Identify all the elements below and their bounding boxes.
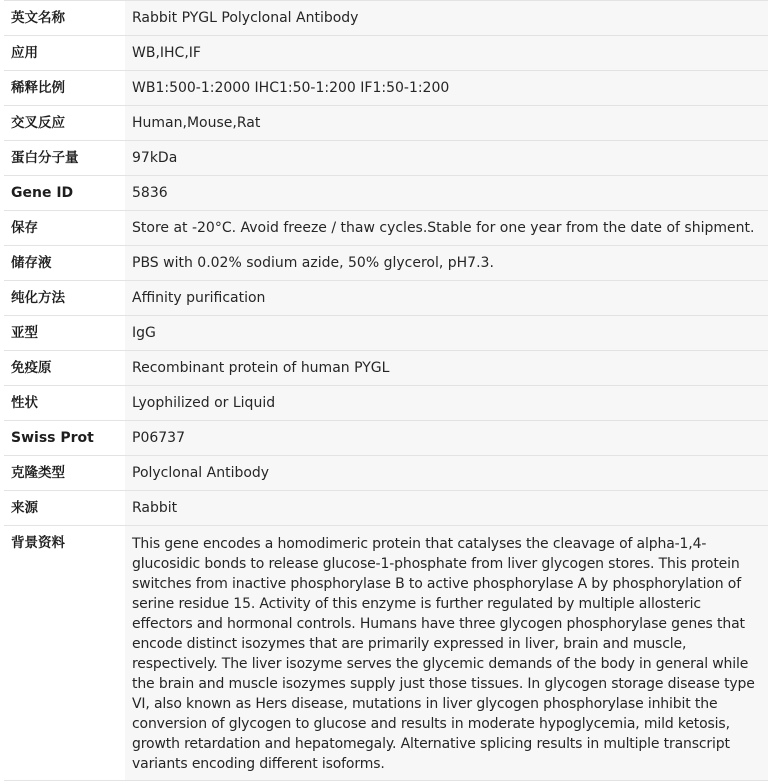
spec-label: 免疫原 xyxy=(4,351,125,386)
spec-row-background xyxy=(4,526,768,781)
spec-row-immunogen xyxy=(4,351,768,386)
background-text: This gene encodes a homodimeric protein that catalyses the cleavage of alpha-1,4-glucosidic bonds to release glucose-1-phosphate from liver glycogen stores. This protein switches from inactive phosphorylase B to active phosphorylase A by phosphorylation of serine residue 15. Activity of this enzyme is further regulated by multiple allosteric effectors and hormonal controls. Humans have three glycogen phosphorylase genes that encode distinct isozymes that are primarily expressed in liver, brain and muscle, respectively. The liver isozyme serves the glycemic demands of the body in general while the brain and muscle isozymes supply just those tissues. In glycogen storage disease type VI, also known as Hers disease, mutations in liver glycogen phosphorylase inhibit the conversion of glycogen to glucose and results in moderate hypoglycemia, mild ketosis, growth retardation and hepatomegaly. Alternative splicing results in multiple transcript variants encoding different isoforms. xyxy=(125,526,768,781)
spec-label: 应用 xyxy=(4,36,125,71)
spec-value: Lyophilized or Liquid xyxy=(125,386,768,421)
spec-row-form xyxy=(4,386,768,421)
spec-value: 97kDa xyxy=(125,141,768,176)
spec-row-purification xyxy=(4,281,768,316)
spec-label: 蛋白分子量 xyxy=(4,141,125,176)
spec-row-application xyxy=(4,36,768,71)
spec-label: Gene ID xyxy=(4,176,125,211)
spec-label: 来源 xyxy=(4,491,125,526)
spec-row-dilution xyxy=(4,71,768,106)
spec-label: 背景资料 xyxy=(4,526,125,781)
spec-row-swiss-prot xyxy=(4,421,768,456)
spec-value: Affinity purification xyxy=(125,281,768,316)
spec-value: Store at -20°C. Avoid freeze / thaw cycles.Stable for one year from the date of shipment. xyxy=(125,211,768,246)
spec-label: 储存液 xyxy=(4,246,125,281)
spec-value: WB1:500-1:2000 IHC1:50-1:200 IF1:50-1:200 xyxy=(125,71,768,106)
spec-label: Swiss Prot xyxy=(4,421,125,456)
spec-row-host xyxy=(4,491,768,526)
spec-value: Rabbit PYGL Polyclonal Antibody xyxy=(125,1,768,36)
spec-row-reactivity xyxy=(4,106,768,141)
spec-label: 亚型 xyxy=(4,316,125,351)
spec-value: Recombinant protein of human PYGL xyxy=(125,351,768,386)
spec-row-storage xyxy=(4,211,768,246)
spec-value: 5836 xyxy=(125,176,768,211)
spec-label: 性状 xyxy=(4,386,125,421)
spec-label: 英文名称 xyxy=(4,1,125,36)
spec-label: 交叉反应 xyxy=(4,106,125,141)
spec-label: 纯化方法 xyxy=(4,281,125,316)
spec-label: 克隆类型 xyxy=(4,456,125,491)
spec-value: Polyclonal Antibody xyxy=(125,456,768,491)
spec-label: 保存 xyxy=(4,211,125,246)
spec-value: IgG xyxy=(125,316,768,351)
spec-row-clonality xyxy=(4,456,768,491)
spec-row-isotype xyxy=(4,316,768,351)
spec-row-molecular-weight xyxy=(4,141,768,176)
spec-value: P06737 xyxy=(125,421,768,456)
spec-value: Rabbit xyxy=(125,491,768,526)
spec-row-buffer xyxy=(4,246,768,281)
spec-label: 稀释比例 xyxy=(4,71,125,106)
spec-row-gene-id xyxy=(4,176,768,211)
spec-row-english-name xyxy=(4,1,768,36)
spec-value: Human,Mouse,Rat xyxy=(125,106,768,141)
product-spec-table xyxy=(4,0,768,781)
spec-value: PBS with 0.02% sodium azide, 50% glycerol, pH7.3. xyxy=(125,246,768,281)
spec-value: WB,IHC,IF xyxy=(125,36,768,71)
